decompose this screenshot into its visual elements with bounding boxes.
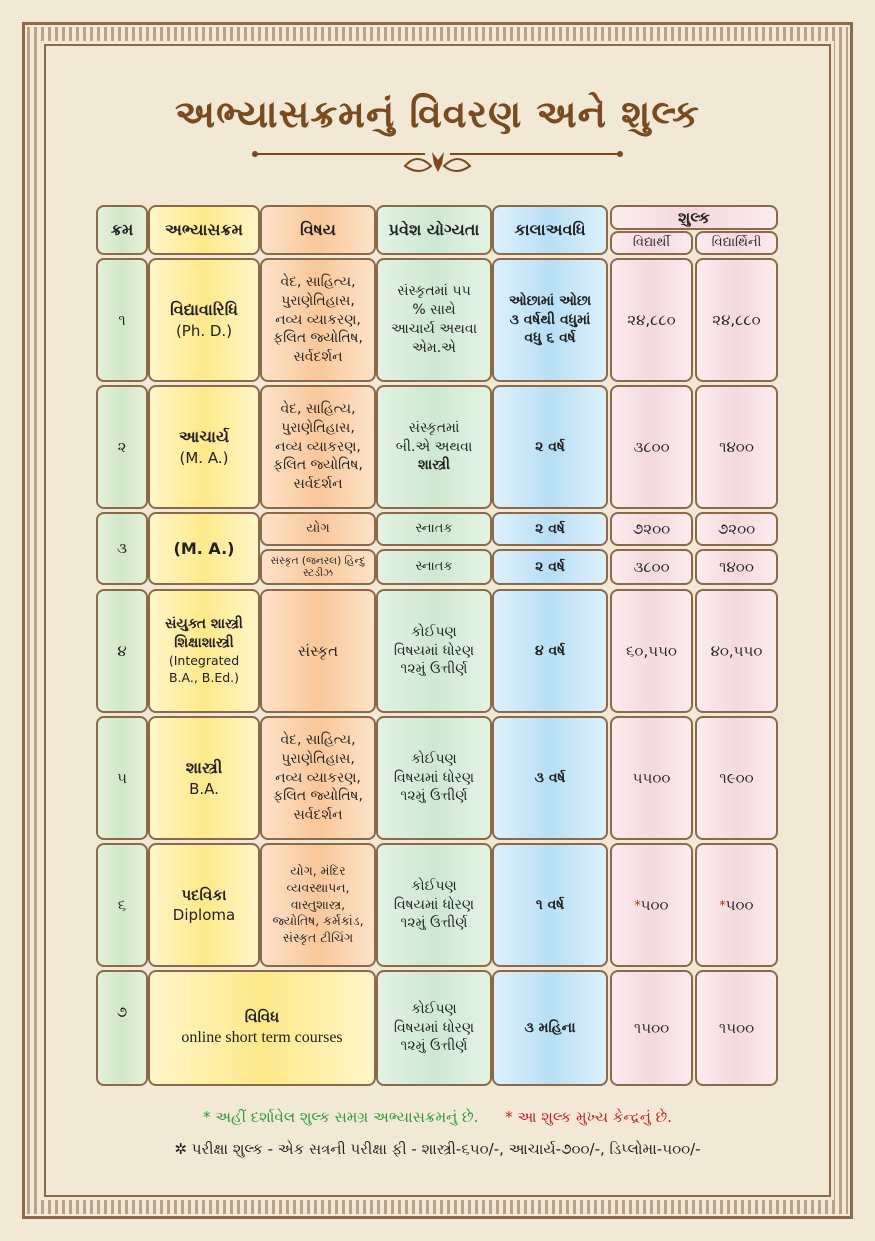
row3a-eligibility: સ્નાતક <box>376 512 492 546</box>
row7-course-name: વિવિધ <box>244 1008 280 1027</box>
row4-fee-male: ૬૦,૫૫૦ <box>610 589 693 713</box>
row7-fee-female: ૧૫૦૦ <box>695 970 778 1086</box>
row3b-eligibility: સ્નાતક <box>376 549 492 585</box>
header-eligibility: પ્રવેશ યોગ્યતા <box>376 205 492 255</box>
header-fee-male: વિદ્યાર્થી <box>610 231 693 255</box>
row3b-duration: ૨ વર્ષ <box>492 549 608 585</box>
row7-no: ૭ <box>96 970 148 1086</box>
row5-fee-female: ૧૯૦૦ <box>695 716 778 840</box>
row3b-fee-female: ૧૪૦૦ <box>695 549 778 585</box>
row6-fee-female-mark: * <box>719 896 726 912</box>
row6-course <box>148 843 260 967</box>
row4-duration: ૪ વર્ષ <box>492 589 608 713</box>
row7-course <box>148 970 376 1086</box>
row4-fee-female: ૪૦,૫૫૦ <box>695 589 778 713</box>
row5-eligibility: કોઈપણ વિષયમાં ધોરણ ૧૨મું ઉત્તીર્ણ <box>376 716 492 840</box>
row6-subject: યોગ, મંદિર વ્યવસ્થાપન, વાસ્તુશાસ્ત્ર, જ્યોતિષ, કર્મકાંડ, સંસ્કૃત ટીચિંગ <box>260 843 376 967</box>
row5-subject: વેદ, સાહિત્ય, પુરાણેતિહાસ, નવ્ય વ્યાકરણ, ફલિત જ્યોતિષ, સર્વદર્શન <box>260 716 376 840</box>
row3b-fee-male: ૩૮૦૦ <box>610 549 693 585</box>
row6-fee-female <box>695 843 778 967</box>
row3b-subject: સંસ્કૃત (જનરલ) હિન્દુ સ્ટડીઝ <box>260 549 376 585</box>
row6-fee-female-value: ૫૦૦ <box>725 895 754 914</box>
row1-eligibility: સંસ્કૃતમાં ૫૫ % સાથે આચાર્ય અથવા એમ.એ <box>376 258 492 382</box>
row1-course-sub: (Ph. D.) <box>175 321 233 340</box>
page-title: અભ્યાસક્રમનું વિવરણ અને શુલ્ક <box>174 92 701 136</box>
row5-no: ૫ <box>96 716 148 840</box>
row3a-subject: યોગ <box>260 512 376 546</box>
row3a-duration: ૨ વર્ષ <box>492 512 608 546</box>
row6-duration: ૧ વર્ષ <box>492 843 608 967</box>
row5-course-name: શાસ્ત્રી <box>185 758 223 778</box>
row6-course-sub: Diploma <box>172 906 236 924</box>
header-course: અભ્યાસક્રમ <box>148 205 260 255</box>
row4-course-sub: (Integrated B.A., B.Ed.) <box>168 653 240 685</box>
note-green: * અહીં દર્શાવેલ શુલ્ક સમગ્ર અભ્યાસક્રમનું છે. <box>202 1108 479 1126</box>
row3-no: ૩ <box>96 512 148 585</box>
row2-duration: ૨ વર્ષ <box>492 385 608 509</box>
row1-duration: ઓછામાં ઓછા ૩ વર્ષથી વધુમાં વધુ ૬ વર્ષ <box>492 258 608 382</box>
row7-eligibility: કોઈપણ વિષયમાં ધોરણ ૧૨મું ઉત્તીર્ણ <box>376 970 492 1086</box>
ornament-flourish-icon <box>250 148 625 182</box>
row2-eligibility-text: સંસ્કૃતમાં બી.એ અથવા <box>395 419 473 455</box>
row2-course <box>148 385 260 509</box>
row5-course <box>148 716 260 840</box>
header-subject: વિષય <box>260 205 376 255</box>
row2-course-name: આચાર્ય <box>178 427 230 447</box>
row3a-fee-female: ૭૨૦૦ <box>695 512 778 546</box>
row6-no: ૬ <box>96 843 148 967</box>
row1-course-name: વિદ્યાવારિધિ <box>170 300 238 320</box>
row4-course <box>148 589 260 713</box>
row4-no: ૪ <box>96 589 148 713</box>
header-duration: કાલાઅવધિ <box>492 205 608 255</box>
row4-subject: સંસ્કૃત <box>260 589 376 713</box>
row7-fee-male: ૧૫૦૦ <box>610 970 693 1086</box>
row3a-fee-male: ૭૨૦૦ <box>610 512 693 546</box>
row1-fee-male: ૨૪,૮૮૦ <box>610 258 693 382</box>
row7-duration: ૩ મહિના <box>492 970 608 1086</box>
note-red: * આ શુલ્ક મુખ્ય કેન્દ્રનું છે. <box>505 1108 673 1126</box>
row6-course-name: પદવિકા <box>181 885 227 904</box>
header-fee: શુલ્ક <box>610 205 778 230</box>
row1-subject: વેદ, સાહિત્ય, પુરાણેતિહાસ, નવ્ય વ્યાકરણ, ફલિત જ્યોતિષ, સર્વદર્શન <box>260 258 376 382</box>
header-fee-female: વિદ્યાર્થિની <box>695 231 778 255</box>
row6-fee-male-mark: * <box>634 896 641 912</box>
row7-course-sub: online short term courses <box>181 1029 343 1047</box>
row1-course <box>148 258 260 382</box>
row2-eligibility-bold: શાસ્ત્રી <box>417 457 451 474</box>
fee-notes <box>0 1108 875 1126</box>
row2-fee-male: ૩૮૦૦ <box>610 385 693 509</box>
row5-fee-male: ૫૫૦૦ <box>610 716 693 840</box>
row5-duration: ૩ વર્ષ <box>492 716 608 840</box>
row6-fee-male-value: ૫૦૦ <box>640 895 669 914</box>
exam-fee-note: ✲ પરીક્ષા શુલ્ક - એક સત્રની પરીક્ષા ફી - શાસ્ત્રી-૬૫૦/-, આચાર્ય-૭૦૦/-, ડિપ્લોમા-૫૦૦/- <box>174 1140 701 1158</box>
row1-fee-female: ૨૪,૮૮૦ <box>695 258 778 382</box>
row4-eligibility: કોઈપણ વિષયમાં ધોરણ ૧૨મું ઉત્તીર્ણ <box>376 589 492 713</box>
header-kram: ક્રમ <box>96 205 148 255</box>
row2-subject: વેદ, સાહિત્ય, પુરાણેતિહાસ, નવ્ય વ્યાકરણ, ફલિત જ્યોતિષ, સર્વદર્શન <box>260 385 376 509</box>
row6-fee-male <box>610 843 693 967</box>
row5-course-sub: B.A. <box>189 779 219 798</box>
row2-course-sub: (M. A.) <box>179 448 229 467</box>
row4-course-name: સંયુક્ત શાસ્ત્રી શિક્ષાશાસ્ત્રી <box>165 616 243 652</box>
row1-no: ૧ <box>96 258 148 382</box>
row2-no: ૨ <box>96 385 148 509</box>
row2-eligibility <box>376 385 492 509</box>
row3-course: (M. A.) <box>148 512 260 585</box>
row6-eligibility: કોઈપણ વિષયમાં ધોરણ ૧૨મું ઉત્તીર્ણ <box>376 843 492 967</box>
row2-fee-female: ૧૪૦૦ <box>695 385 778 509</box>
